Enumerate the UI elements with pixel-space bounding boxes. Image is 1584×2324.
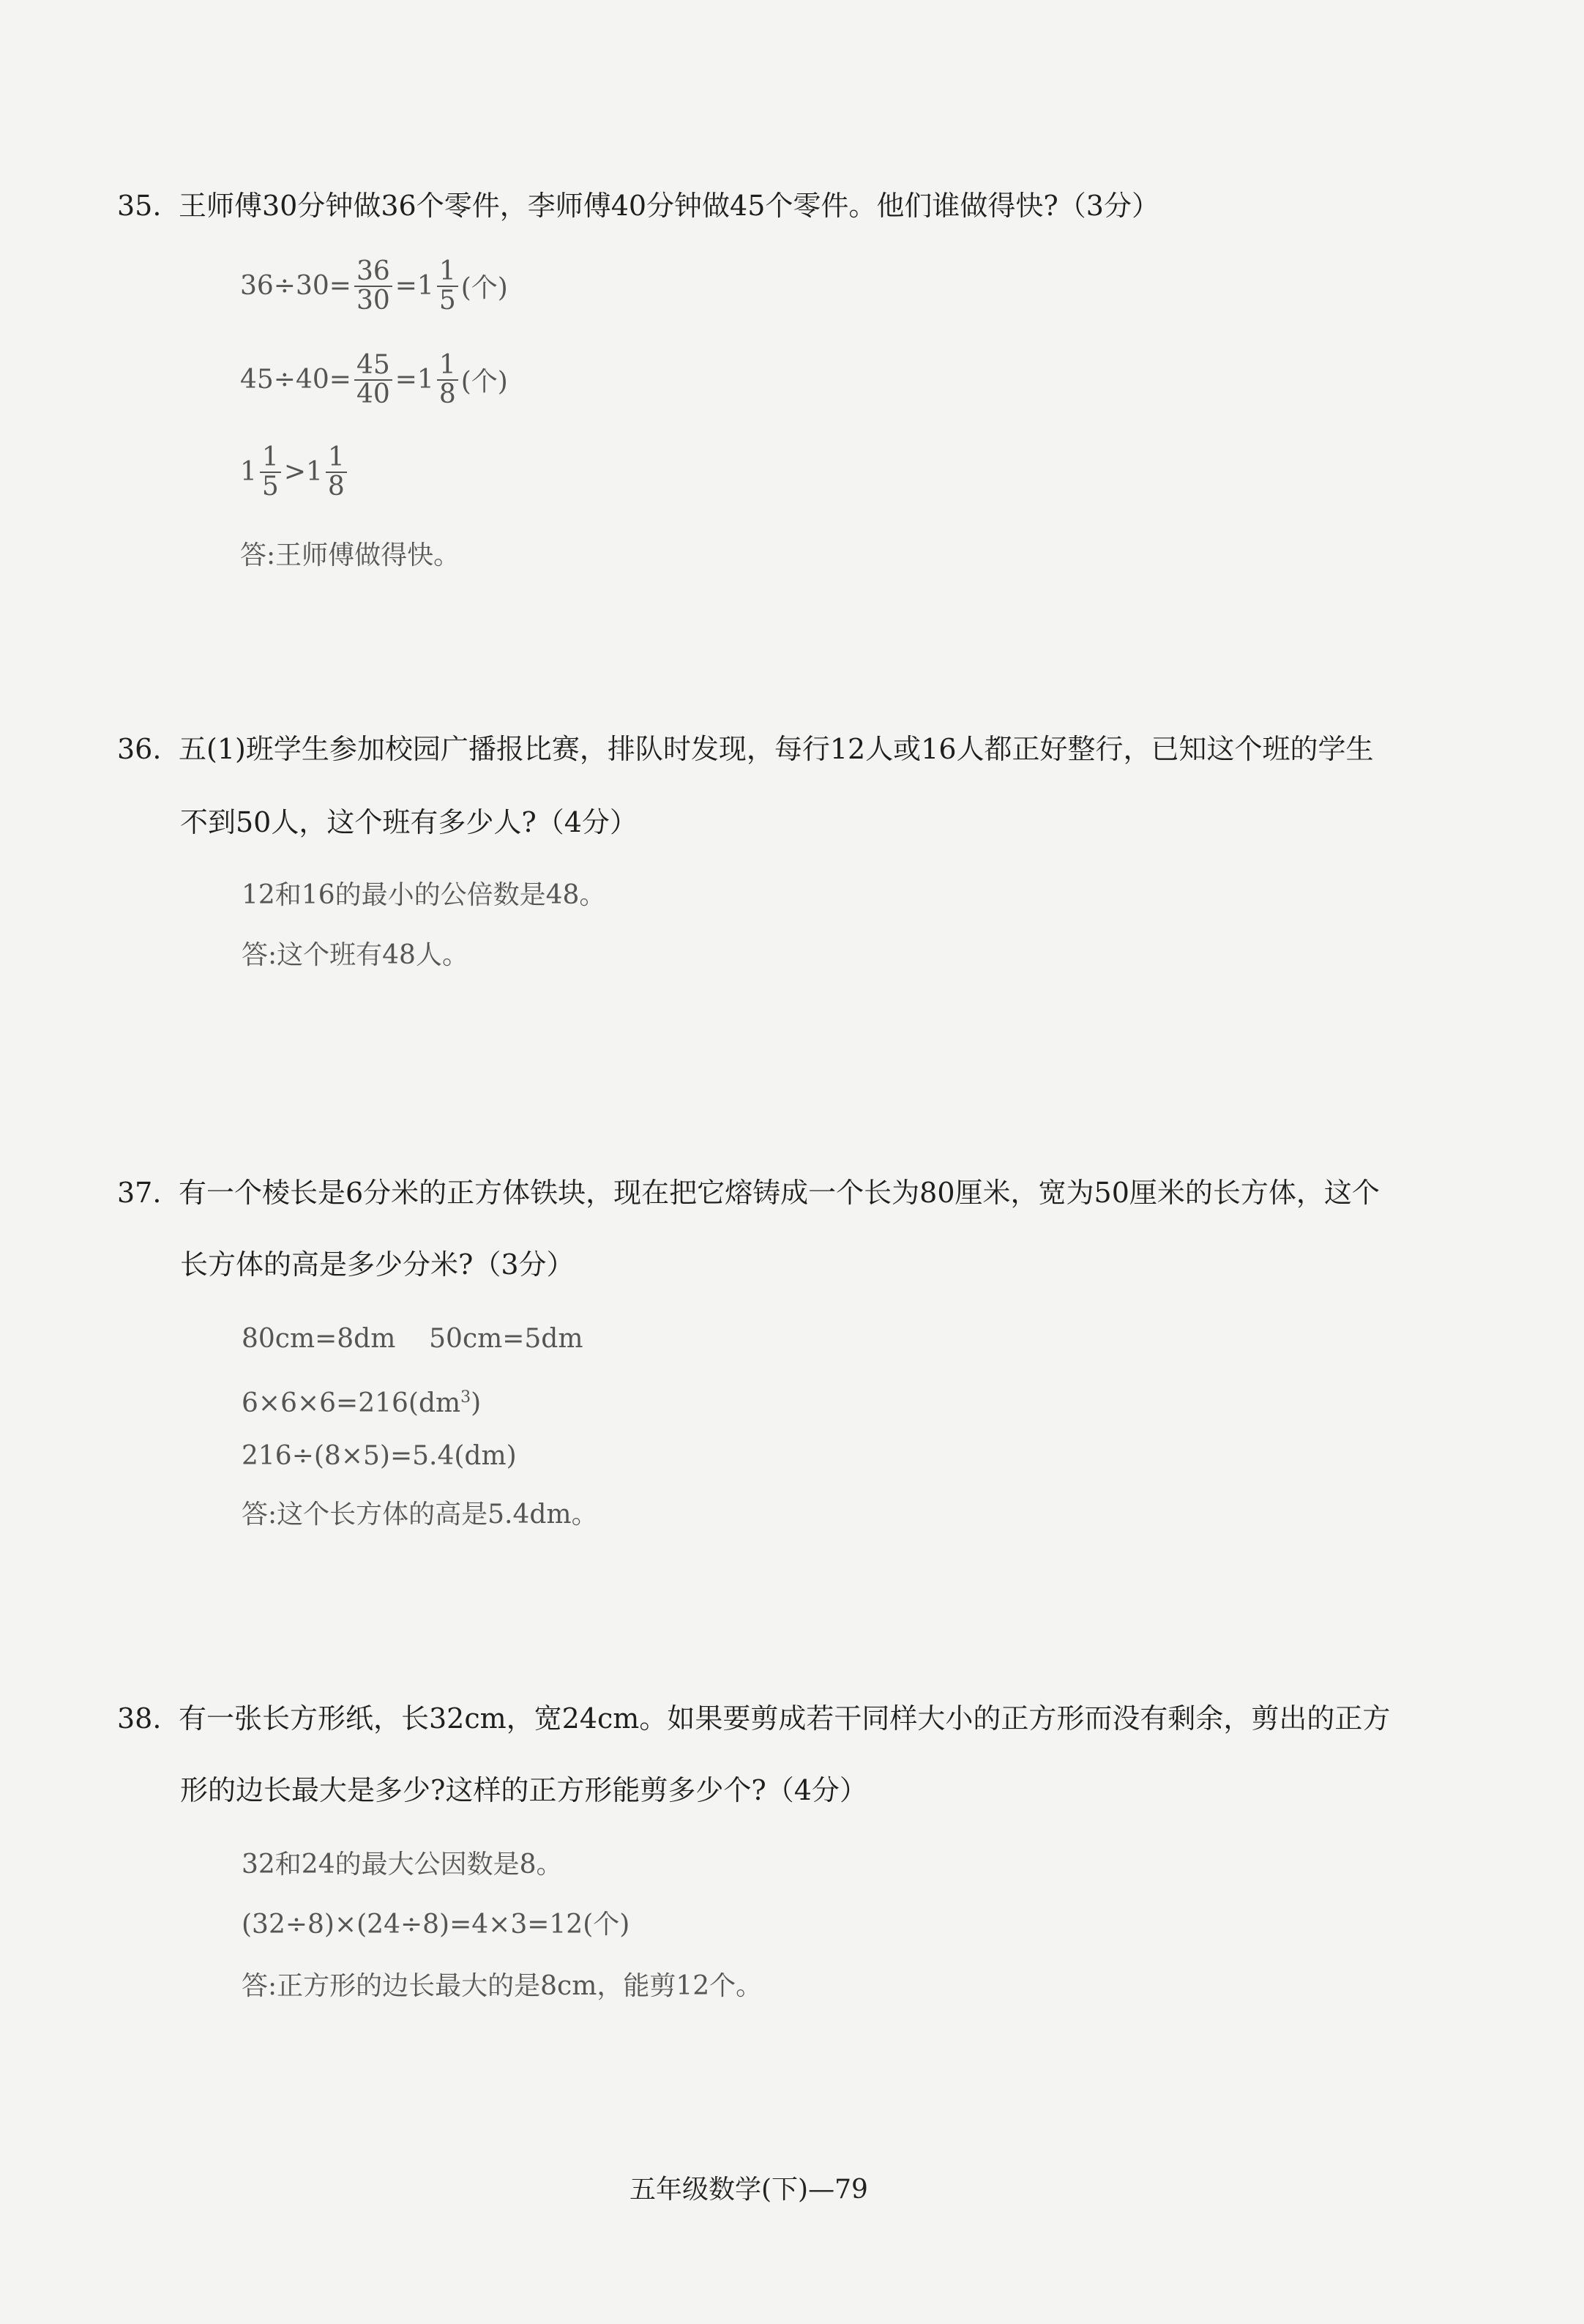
compare-line bbox=[240, 444, 350, 501]
question-text: 有一个棱长是6分米的正方体铁块，现在把它熔铸成一个长为80厘米，宽为50厘米的长方体，这个 bbox=[179, 1177, 1380, 1209]
calc-eq: =1 bbox=[395, 271, 434, 302]
step-line: 216÷(8×5)=5.4(dm) bbox=[242, 1441, 517, 1471]
question-text: 五(1)班学生参加校园广播报比赛，排队时发现，每行12人或16人都正好整行，已知这个班的学生 bbox=[179, 733, 1374, 765]
fraction: $\frac{1}{5}$ bbox=[260, 444, 281, 501]
fraction: $\frac{45}{40}$ bbox=[354, 351, 392, 409]
answer-37: 答:这个长方体的高是5.4dm。 bbox=[242, 1500, 598, 1530]
question-37 bbox=[117, 1174, 1380, 1211]
page-footer: 五年级数学(下)—79 bbox=[630, 2175, 868, 2205]
calc-lhs: 45÷40= bbox=[240, 365, 351, 395]
step-line: 32和24的最大公因数是8。 bbox=[242, 1850, 563, 1880]
question-text: 有一张长方形纸，长32cm，宽24cm。如果要剪成若干同样大小的正方形而没有剩余，剪出的正方 bbox=[179, 1702, 1391, 1735]
calc-lhs: 36÷30= bbox=[240, 271, 351, 302]
question-number: 35. bbox=[117, 190, 162, 222]
compare-op: >1 bbox=[283, 457, 323, 488]
whole-part: 1 bbox=[240, 457, 257, 488]
mixed-fraction: $\frac{1}{8}$ bbox=[437, 351, 458, 409]
calc-unit: (个) bbox=[460, 367, 508, 398]
mixed-fraction: $\frac{1}{5}$ bbox=[437, 258, 458, 315]
question-text-line2: 形的边长最大是多少?这样的正方形能剪多少个?（4分） bbox=[180, 1774, 867, 1806]
question-number: 38. bbox=[117, 1702, 162, 1735]
calc-line-1 bbox=[240, 258, 508, 315]
calc-unit: (个) bbox=[460, 273, 508, 304]
question-text-line2: 不到50人，这个班有多少人?（4分） bbox=[180, 806, 638, 838]
step-line: (32÷8)×(24÷8)=4×3=12(个) bbox=[242, 1910, 630, 1940]
step-line: 80cm=8dm 50cm=5dm bbox=[242, 1324, 583, 1354]
calc-eq: =1 bbox=[395, 365, 434, 395]
question-number: 37. bbox=[117, 1177, 162, 1209]
fraction: $\frac{1}{8}$ bbox=[326, 444, 347, 501]
step-line: 12和16的最小的公倍数是48。 bbox=[242, 880, 606, 910]
question-35 bbox=[117, 187, 1159, 224]
answer-36: 答:这个班有48人。 bbox=[242, 940, 468, 970]
question-38 bbox=[117, 1700, 1390, 1737]
question-36 bbox=[117, 731, 1374, 767]
fraction: $\frac{36}{30}$ bbox=[354, 258, 392, 315]
question-text-line2: 长方体的高是多少分米?（3分） bbox=[180, 1248, 575, 1281]
answer-38: 答:正方形的边长最大的是8cm，能剪12个。 bbox=[242, 1971, 763, 2001]
calc-line-2 bbox=[240, 351, 508, 409]
question-number: 36. bbox=[117, 733, 162, 765]
answer-35: 答:王师傅做得快。 bbox=[240, 540, 460, 570]
step-line: $6\times 6\times 6=216(dm^3)$ bbox=[242, 1388, 482, 1418]
question-text: 王师傅30分钟做36个零件，李师傅40分钟做45个零件。他们谁做得快?（3分） bbox=[179, 190, 1159, 222]
